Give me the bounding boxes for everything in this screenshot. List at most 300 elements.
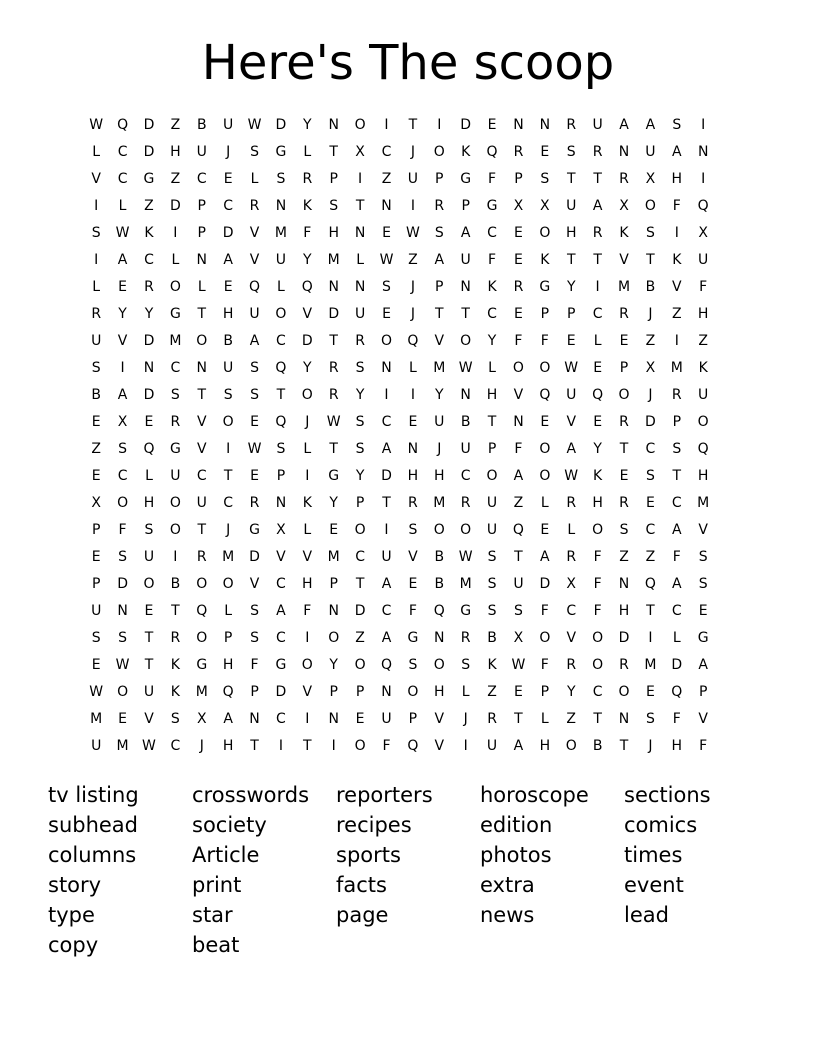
grid-cell: M xyxy=(670,360,683,376)
grid-cell: I xyxy=(305,630,310,646)
grid-cell: T xyxy=(619,441,629,457)
grid-cell: G xyxy=(143,171,155,187)
grid-cell: T xyxy=(223,468,233,484)
grid-cell: S xyxy=(223,387,233,403)
grid-cell: N xyxy=(196,252,207,268)
grid-cell: R xyxy=(91,306,102,322)
grid-cell: G xyxy=(697,630,709,646)
grid-cell: S xyxy=(487,549,497,565)
grid-cell: X xyxy=(91,495,101,511)
grid-cell: P xyxy=(197,198,206,214)
grid-cell: S xyxy=(118,630,128,646)
grid-cell: T xyxy=(514,549,523,565)
grid-cell: D xyxy=(328,306,340,322)
grid-cell: E xyxy=(645,684,655,700)
grid-cell: H xyxy=(618,603,630,619)
grid-cell: M xyxy=(169,333,182,349)
grid-cell: C xyxy=(460,468,471,484)
grid-cell: S xyxy=(118,441,128,457)
grid-cell: I xyxy=(463,738,468,754)
grid-cell: L xyxy=(303,522,312,538)
grid-cell: L xyxy=(250,171,259,187)
grid-cell: O xyxy=(117,495,129,511)
grid-cell: J xyxy=(648,738,653,754)
grid-cell: D xyxy=(143,144,155,160)
grid-cell: X xyxy=(540,198,550,214)
grid-cell: W xyxy=(142,738,156,754)
grid-cell: M xyxy=(327,549,340,565)
grid-cell: Z xyxy=(144,198,154,214)
grid-cell: H xyxy=(592,495,603,511)
grid-cell: A xyxy=(566,441,577,457)
grid-cell: F xyxy=(514,333,523,349)
grid-cell: K xyxy=(672,252,682,268)
grid-cell: O xyxy=(196,333,208,349)
grid-cell: R xyxy=(408,495,418,511)
grid-cell: I xyxy=(173,549,178,565)
grid-cell: T xyxy=(646,603,655,619)
grid-cell: D xyxy=(222,225,234,241)
word-list-item: reporters xyxy=(336,783,433,807)
grid-cell: N xyxy=(275,495,287,511)
grid-cell: J xyxy=(648,306,653,322)
grid-cell: C xyxy=(276,711,286,727)
grid-cell: K xyxy=(170,657,180,673)
grid-cell: W xyxy=(458,549,473,565)
word-list-item: copy xyxy=(48,933,99,957)
grid-cell: V xyxy=(302,549,313,565)
grid-cell: F xyxy=(593,603,602,619)
grid-cell: P xyxy=(435,279,444,295)
grid-cell: H xyxy=(697,306,709,322)
grid-cell: E xyxy=(487,117,497,133)
grid-cell: Z xyxy=(170,171,181,187)
grid-cell: F xyxy=(699,738,708,754)
grid-cell: V xyxy=(408,549,418,565)
grid-cell: D xyxy=(117,576,128,592)
grid-cell: U xyxy=(354,306,366,322)
grid-cell: X xyxy=(276,522,286,538)
grid-cell: S xyxy=(329,198,339,214)
grid-cell: Y xyxy=(329,495,338,511)
grid-cell: O xyxy=(539,630,551,646)
grid-cell: T xyxy=(593,171,602,187)
grid-cell: P xyxy=(329,576,338,592)
grid-cell: W xyxy=(247,117,262,133)
grid-cell: U xyxy=(381,711,392,727)
grid-cell: F xyxy=(672,198,681,214)
grid-cell: T xyxy=(171,603,180,619)
grid-cell: V xyxy=(566,630,577,646)
grid-cell: H xyxy=(434,684,445,700)
grid-cell: W xyxy=(115,657,130,673)
grid-cell: B xyxy=(196,117,207,133)
grid-cell: N xyxy=(434,630,445,646)
grid-cell: G xyxy=(486,198,498,214)
grid-cell: V xyxy=(91,171,101,187)
grid-cell: T xyxy=(672,468,682,484)
grid-cell: O xyxy=(143,576,155,592)
grid-cell: K xyxy=(170,684,180,700)
grid-cell: E xyxy=(540,522,550,538)
grid-cell: O xyxy=(592,657,604,673)
grid-cell: Q xyxy=(301,279,313,295)
grid-cell: F xyxy=(303,603,312,619)
grid-cell: G xyxy=(249,522,260,538)
grid-cell: F xyxy=(250,657,259,673)
grid-cell: O xyxy=(301,657,313,673)
grid-cell: Q xyxy=(486,144,498,160)
grid-cell: I xyxy=(410,198,415,214)
grid-cell: Z xyxy=(487,684,497,700)
grid-cell: O xyxy=(460,522,472,538)
grid-cell: P xyxy=(276,468,286,484)
grid-cell: X xyxy=(698,225,708,241)
grid-cell: O xyxy=(644,198,656,214)
grid-cell: H xyxy=(222,657,234,673)
grid-cell: O xyxy=(592,630,604,646)
grid-cell: N xyxy=(460,279,471,295)
grid-cell: F xyxy=(408,603,417,619)
grid-cell: U xyxy=(143,684,155,700)
grid-cell: V xyxy=(196,441,207,457)
grid-cell: G xyxy=(196,657,208,673)
grid-cell: S xyxy=(487,576,497,592)
grid-cell: Q xyxy=(671,684,683,700)
grid-cell: P xyxy=(540,684,550,700)
word-list-item: print xyxy=(192,873,242,897)
grid-cell: V xyxy=(434,333,445,349)
grid-cell: I xyxy=(226,441,231,457)
grid-cell: O xyxy=(460,333,472,349)
grid-cell: Z xyxy=(355,630,365,646)
grid-cell: E xyxy=(118,279,128,295)
grid-cell: D xyxy=(169,198,181,214)
grid-cell: P xyxy=(461,198,470,214)
grid-cell: Q xyxy=(380,657,392,673)
grid-cell: M xyxy=(90,711,103,727)
grid-cell: T xyxy=(250,738,259,754)
grid-cell: N xyxy=(143,360,155,376)
grid-cell: T xyxy=(514,711,523,727)
grid-cell: K xyxy=(698,360,708,376)
grid-cell: N xyxy=(618,711,630,727)
grid-cell: I xyxy=(120,360,125,376)
grid-cell: R xyxy=(328,387,339,403)
grid-cell: E xyxy=(540,144,550,160)
grid-cell: M xyxy=(617,279,631,295)
grid-cell: L xyxy=(408,360,417,376)
grid-cell: R xyxy=(328,360,339,376)
grid-cell: A xyxy=(117,252,128,268)
grid-cell: D xyxy=(618,630,630,646)
grid-cell: D xyxy=(143,333,155,349)
word-list-item: type xyxy=(48,903,95,927)
word-list-item: Article xyxy=(192,843,260,867)
grid-cell: S xyxy=(698,576,708,592)
word-list-item: times xyxy=(624,843,683,867)
grid-cell: I xyxy=(410,387,415,403)
grid-cell: K xyxy=(487,279,497,295)
grid-cell: E xyxy=(144,603,154,619)
grid-cell: B xyxy=(170,576,181,592)
grid-cell: S xyxy=(645,711,655,727)
grid-cell: D xyxy=(249,549,260,565)
grid-cell: N xyxy=(460,387,471,403)
word-list-item: comics xyxy=(624,813,698,837)
grid-cell: S xyxy=(672,117,682,133)
grid-cell: S xyxy=(250,360,259,376)
grid-cell: C xyxy=(276,576,286,592)
grid-cell: T xyxy=(619,738,629,754)
grid-cell: S xyxy=(672,441,682,457)
grid-cell: I xyxy=(384,117,389,133)
grid-cell: R xyxy=(196,549,207,565)
grid-cell: S xyxy=(355,360,365,376)
grid-cell: Z xyxy=(381,171,392,187)
grid-cell: P xyxy=(223,630,233,646)
grid-cell: H xyxy=(328,225,339,241)
grid-cell: E xyxy=(645,495,655,511)
grid-cell: U xyxy=(143,549,155,565)
grid-cell: K xyxy=(487,657,497,673)
grid-cell: O xyxy=(169,495,181,511)
grid-cell: T xyxy=(144,630,154,646)
grid-cell: T xyxy=(197,306,207,322)
word-list-item: society xyxy=(192,813,267,837)
grid-cell: L xyxy=(567,522,576,538)
grid-cell: L xyxy=(92,144,101,160)
grid-cell: K xyxy=(144,225,154,241)
grid-cell: N xyxy=(407,441,419,457)
grid-cell: P xyxy=(487,441,497,457)
grid-cell: S xyxy=(276,171,286,187)
grid-cell: C xyxy=(170,360,181,376)
grid-cell: R xyxy=(566,117,577,133)
grid-cell: A xyxy=(249,333,260,349)
grid-cell: Q xyxy=(592,387,604,403)
grid-cell: Z xyxy=(619,549,629,565)
grid-cell: N xyxy=(196,360,207,376)
grid-cell: G xyxy=(460,171,472,187)
grid-cell: Y xyxy=(118,306,127,322)
grid-cell: O xyxy=(512,360,524,376)
grid-cell: Q xyxy=(249,279,261,295)
grid-cell: I xyxy=(437,117,442,133)
grid-cell: S xyxy=(355,414,365,430)
word-list-item: edition xyxy=(480,813,553,837)
grid-cell: U xyxy=(698,387,709,403)
grid-cell: Z xyxy=(645,549,656,565)
grid-cell: L xyxy=(277,279,285,295)
grid-cell: S xyxy=(382,279,391,295)
grid-cell: H xyxy=(143,495,155,511)
grid-cell: P xyxy=(91,576,101,592)
grid-cell: Q xyxy=(143,441,155,457)
grid-cell: U xyxy=(223,117,234,133)
grid-cell: N xyxy=(328,711,339,727)
word-list-item xyxy=(336,930,480,960)
grid-cell: N xyxy=(618,576,630,592)
grid-cell: S xyxy=(566,144,576,160)
grid-cell: T xyxy=(408,117,418,133)
grid-cell: I xyxy=(384,522,389,538)
grid-cell: Y xyxy=(566,684,576,700)
grid-cell: F xyxy=(540,603,549,619)
grid-cell: W xyxy=(89,684,104,700)
grid-cell: I xyxy=(305,468,310,484)
grid-cell: D xyxy=(539,576,551,592)
word-list-item: recipes xyxy=(336,813,412,837)
grid-cell: A xyxy=(672,144,682,160)
grid-cell: W xyxy=(89,117,104,133)
grid-cell: B xyxy=(592,738,603,754)
grid-cell: I xyxy=(278,738,283,754)
grid-cell: L xyxy=(672,630,681,646)
grid-cell: U xyxy=(566,198,577,214)
grid-cell: W xyxy=(564,360,579,376)
grid-cell: X xyxy=(645,171,656,187)
grid-cell: O xyxy=(301,387,313,403)
grid-cell: L xyxy=(92,279,101,295)
grid-cell: S xyxy=(144,522,154,538)
grid-cell: C xyxy=(196,171,207,187)
grid-cell: K xyxy=(593,468,603,484)
grid-cell: T xyxy=(329,144,338,160)
word-list-item: columns xyxy=(48,843,137,867)
grid-cell: O xyxy=(354,522,366,538)
grid-cell: O xyxy=(565,738,577,754)
grid-cell: N xyxy=(328,117,339,133)
grid-cell: A xyxy=(117,387,128,403)
grid-cell: O xyxy=(275,306,287,322)
grid-cell: T xyxy=(197,387,207,403)
word-list-item: page xyxy=(336,903,389,927)
grid-cell: A xyxy=(381,630,392,646)
grid-cell: E xyxy=(144,414,154,430)
grid-cell: G xyxy=(275,144,287,160)
grid-cell: O xyxy=(196,630,208,646)
grid-cell: Z xyxy=(645,333,656,349)
grid-cell: J xyxy=(410,306,415,322)
grid-cell: I xyxy=(674,225,679,241)
grid-cell: N xyxy=(249,711,260,727)
grid-cell: X xyxy=(513,198,524,214)
grid-cell: D xyxy=(645,414,656,430)
grid-cell: O xyxy=(169,279,181,295)
grid-cell: R xyxy=(460,495,471,511)
grid-cell: C xyxy=(355,549,365,565)
grid-cell: F xyxy=(699,279,708,295)
grid-cell: O xyxy=(592,522,604,538)
grid-cell: H xyxy=(539,738,551,754)
grid-cell: Q xyxy=(117,117,129,133)
grid-cell: C xyxy=(671,603,682,619)
grid-cell: A xyxy=(592,198,603,214)
grid-cell: O xyxy=(697,414,709,430)
grid-cell: E xyxy=(250,414,259,430)
grid-cell: U xyxy=(91,603,102,619)
grid-cell: R xyxy=(249,198,260,214)
grid-cell: F xyxy=(514,441,523,457)
grid-cell: J xyxy=(410,279,415,295)
grid-cell: P xyxy=(514,171,523,187)
grid-cell: Q xyxy=(196,603,208,619)
grid-cell: T xyxy=(197,522,207,538)
grid-cell: E xyxy=(408,414,418,430)
grid-cell: G xyxy=(407,630,419,646)
grid-cell: C xyxy=(645,522,656,538)
puzzle-title: Here's The scoop xyxy=(201,35,615,91)
grid-cell: I xyxy=(595,279,600,295)
grid-cell: C xyxy=(170,738,181,754)
grid-cell: I xyxy=(384,387,389,403)
grid-cell: R xyxy=(566,495,577,511)
grid-cell: X xyxy=(566,576,577,592)
grid-cell: V xyxy=(513,387,524,403)
grid-cell: B xyxy=(460,414,471,430)
grid-cell: J xyxy=(463,711,468,727)
grid-cell: B xyxy=(223,333,233,349)
grid-cell: T xyxy=(566,252,576,268)
grid-cell: U xyxy=(460,252,471,268)
grid-cell: H xyxy=(407,468,419,484)
grid-cell: A xyxy=(276,603,286,619)
grid-cell: V xyxy=(434,738,445,754)
grid-cell: V xyxy=(302,306,313,322)
grid-cell: R xyxy=(619,657,629,673)
grid-cell: T xyxy=(593,252,602,268)
grid-cell: A xyxy=(223,711,233,727)
grid-cell: U xyxy=(91,738,102,754)
grid-cell: Q xyxy=(407,738,419,754)
grid-cell: S xyxy=(619,522,629,538)
grid-cell: O xyxy=(169,522,181,538)
grid-cell: M xyxy=(433,495,446,511)
grid-cell: P xyxy=(197,225,206,241)
grid-cell: J xyxy=(226,144,231,160)
grid-cell: A xyxy=(619,117,629,133)
grid-cell: W xyxy=(326,414,341,430)
grid-cell: C xyxy=(487,306,497,322)
grid-cell: Q xyxy=(644,576,656,592)
grid-cell: E xyxy=(514,225,523,241)
grid-cell: W xyxy=(405,225,420,241)
grid-cell: V xyxy=(434,711,445,727)
grid-cell: S xyxy=(91,630,101,646)
grid-cell: Q xyxy=(275,360,287,376)
grid-cell: E xyxy=(118,711,128,727)
grid-cell: C xyxy=(381,144,392,160)
grid-cell: R xyxy=(302,171,313,187)
grid-cell: O xyxy=(354,657,366,673)
grid-cell: E xyxy=(698,603,708,619)
grid-cell: S xyxy=(540,171,550,187)
grid-cell: N xyxy=(354,225,366,241)
grid-cell: U xyxy=(486,495,498,511)
grid-cell: H xyxy=(671,171,683,187)
word-list-item: story xyxy=(48,873,102,897)
grid-cell: T xyxy=(382,495,391,511)
grid-cell: H xyxy=(671,738,683,754)
word-list-item: subhead xyxy=(48,813,139,837)
grid-cell: U xyxy=(698,252,709,268)
grid-cell: J xyxy=(305,414,310,430)
grid-cell: B xyxy=(434,576,445,592)
grid-cell: P xyxy=(250,684,259,700)
grid-cell: J xyxy=(437,441,442,457)
grid-cell: L xyxy=(171,252,180,268)
